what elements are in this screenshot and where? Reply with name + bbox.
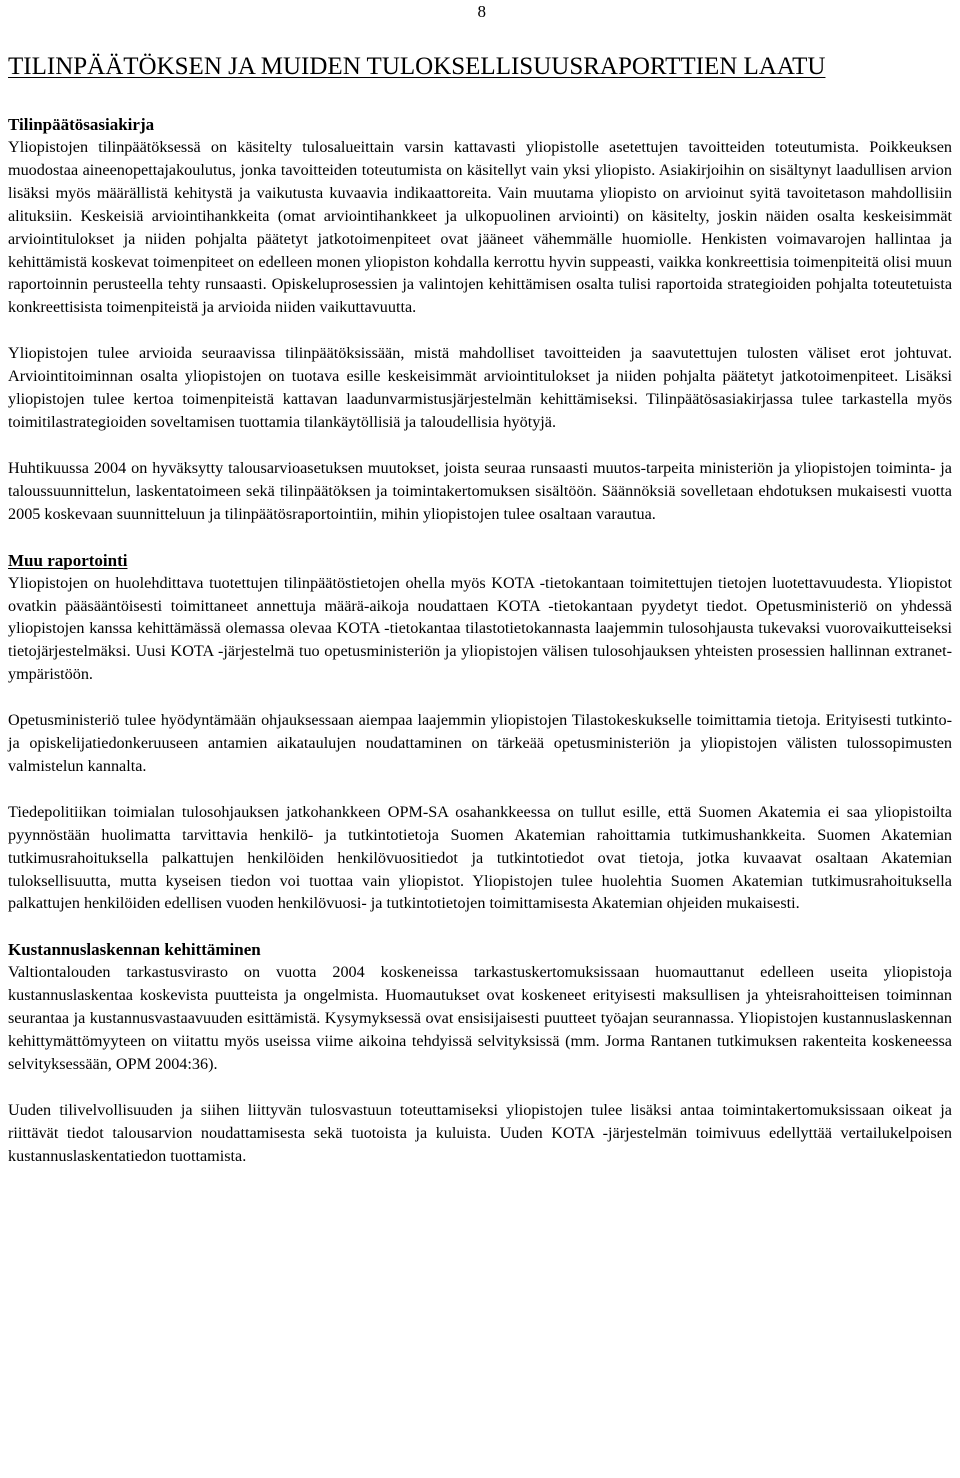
page-number: 8	[477, 2, 486, 21]
paragraph: Yliopistojen on huolehdittava tuotettujen tilinpäätöstietojen ohella myös KOTA -tietokantaan toimitettujen tietojen luotettavuudesta. Yliopistot ovatkin pääsääntöisesti toimittaneet annettuja määrä-aikoja noudattaen KOTA -tietokantaan pyydetyt tiedot. Opetusministeriö on yhdessä yliopistojen kanssa kehittämässä olemassa olevaa KOTA -tietokantaa tilastotietokannasta laajemmin tulosohjausta tukevaksi vuorovaikutteiseksi tietojärjestelmäksi. Uusi KOTA -järjestelmä tuo opetusministeriön ja yliopistojen välisen tulosohjauksen yhteisten prosessien hallinnan extranet- ympäristöön.	[8, 573, 952, 684]
paragraph: Yliopistojen tilinpäätöksessä on käsitelty tulosalueittain varsin kattavasti yliopistolle asetettujen tavoitteiden toteutumista. Poikkeuksen muodostaa aineenopettajakoulutus, jonka tavoitteiden toteutumista on käsitellyt vain yksi yliopisto. Asiakirjoihin on sisältynyt laadullisen arvion lisäksi myös määrällistä kehitystä ja vaikutusta kuvaavia indikaattoreita. Vain muutama yliopisto on arvioinut syitä tavoitetason mahdollisiin alituksiin. Keskeisiä arviointihankkeita (omat arviointihankkeet ja ulkopuolinen arviointi) on käsitelty, joskin näiden osalta keskeisimmät arviointitulokset ja niiden pohjalta päätetyt jatkotoimenpiteet ovat jääneet vähemmälle huomiolle. Henkisten voimavarojen hallintaa ja kehittämistä koskevat toimenpiteet on edelleen monen yliopiston kohdalla kerrottu hyvin suppeasti, vaikka konkreettisia toimenpiteitä olisi muun raportoinnin perusteella tehty runsaasti. Opiskeluprosessien ja valintojen kehittämisen osalta tulisi raportoida strategioiden pohjalta toteutetuista konkreettisista toimenpiteistä ja arvioida niiden vaikuttavuutta.	[8, 138, 952, 317]
paragraph: Tiedepolitiikan toimialan tulosohjauksen jatkohankkeen OPM-SA osahankkeessa on tullut esille, että Suomen Akatemia ei saa yliopistoilta pyynnöstään huolimatta tarvittavia henkilö- ja tutkintotietoja Suomen Akatemian rahoittamia tutkimushankkeita. Suomen Akatemian tutkimusrahoituksella palkattujen henkilöiden henkilövuositiedot ja tutkintotiedot ovat tietoja, jotka kuvaavat osaltaan Akatemian tuloksellisuutta, mutta kyseisen tiedon voi tuottaa vain yliopistot. Yliopistojen tulee huolehtia Suomen Akatemian tutkimusrahoituksella palkattujen henkilöiden edellisen vuoden henkilövuosi- ja tutkintotietojen toimittamisesta Akatemian ohjeiden mukaisesti.	[8, 802, 952, 913]
page-title: TILINPÄÄTÖKSEN JA MUIDEN TULOKSELLISUUSRAPORTTIEN LAATU	[8, 53, 826, 80]
section-heading: Muu raportointi	[8, 550, 128, 570]
paragraph: Valtiontalouden tarkastusvirasto on vuotta 2004 koskeneissa tarkastuskertomuksissaan huomauttanut edelleen useita yliopistoja kustannuslaskentaa koskevista puutteista ja ongelmista. Huomautukset ovat koskeneet erityisesti maksullisen ja yhteisrahoitteisen toiminnan seurantaa ja kustannusvastaavuuden esittämistä. Kysymyksessä ovat ensisijaisesti puutteet työajan seurannassa. Yliopistojen kustannuslaskennan kehittymättömyyteen on viitattu myös useissa viime aikoina tehdyissä selvityksissä (mm. Jorma Rantanen tutkimuksen rakenteita koskeneessa selvityksessään, OPM 2004:36).	[8, 963, 952, 1073]
paragraph: Huhtikuussa 2004 on hyväksytty talousarvioasetuksen muutokset, joista seuraa runsaasti muutos-tarpeita ministeriön ja yliopistojen toiminta- ja taloussuunnittelun, laskentatoimeen sekä tilinpäätöksen ja toimintakertomuksen sisältöön. Säännöksiä sovelletaan ehdotuksen mukaisesti vuotta 2005 koskevaan suunnitteluun ja tilinpäätösraportointiin, mihin yliopistojen tulee osaltaan varautua.	[8, 458, 952, 523]
paragraph: Yliopistojen tulee arvioida seuraavissa tilinpäätöksissään, mistä mahdolliset tavoitteiden ja saavutettujen tulosten väliset erot johtuvat. Arviointitoiminnan osalta yliopistojen on tuotava esille keskeisimmät arviointitulokset ja niiden pohjalta päätetyt jatkotoimenpiteet. Lisäksi yliopistojen tulee kertoa toimenpiteistä kattavan laadunvarmistusjärjestelmän kehittämiseksi. Tilinpäätösasiakirjassa tulee tarkastella myös toimitilastrategioiden soveltamisen tuottamia tilankäytöllisiä ja taloudellisia hyötyjä.	[8, 344, 952, 431]
document-body	[8, 50, 952, 1168]
section-kustannuslaskennan-kehittaminen	[8, 938, 952, 1167]
section-heading: Kustannuslaskennan kehittäminen	[8, 940, 261, 960]
section-heading: Tilinpäätösasiakirja	[8, 115, 155, 134]
paragraph: Uuden tilivelvollisuuden ja siihen liittyvän tulosvastuun toteuttamiseksi yliopistojen tulee lisäksi antaa toimintakertomuksissaan oikeat ja riittävät tiedot talousarvion noudattamisesta sekä tuotoista ja kuluista. Uuden KOTA -järjestelmän toimivuus edellyttää vertailukelpoisen kustannuslaskentatiedon tuottamista.	[8, 1100, 952, 1165]
paragraph: Opetusministeriö tulee hyödyntämään ohjauksessaan aiempaa laajemmin yliopistojen Tilastokeskukselle toimittamia tietoja. Erityisesti tutkinto- ja opiskelijatiedonkeruuseen antamien aikataulujen noudattaminen on tärkeää opetusministeriön ja yliopistojen välisten tulossopimusten valmistelun kannalta.	[8, 711, 952, 775]
section-tilinpaatosasiakirja	[8, 113, 952, 526]
section-muu-raportointi	[8, 549, 952, 916]
